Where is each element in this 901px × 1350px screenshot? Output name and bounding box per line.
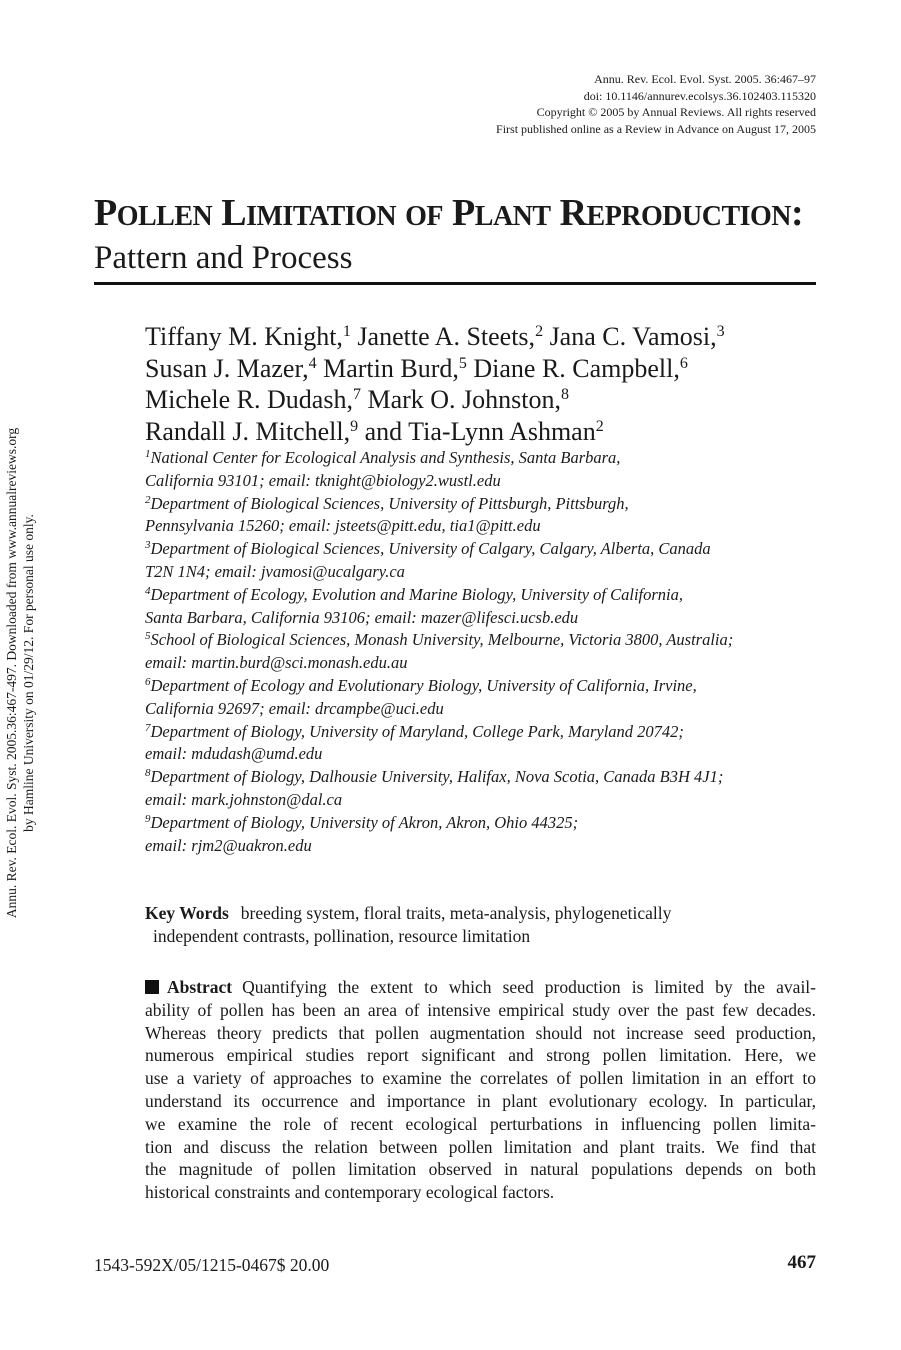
affiliation-line: $^5$School of Biological Sciences, Monash University, Melbourne, Victoria 3800, Australia;	[145, 630, 734, 650]
author-name: Susan J. Mazer,	[145, 353, 309, 383]
affiliation-marker: 1	[342, 323, 351, 340]
abstract-line: Abstract Quantifying the extent to which seed production is limited by the avail-	[145, 976, 816, 999]
affiliation-marker: 2	[535, 323, 544, 340]
author-line	[145, 321, 825, 353]
abstract-line: ability of pollen has been an area of intensive empirical study over the past few decades.	[145, 999, 816, 1020]
affiliation-line: email: mark.johnston@dal.ca	[145, 789, 343, 809]
abstract-line: understand its occurrence and importance in plant evolutionary ecology. In particular,	[145, 1090, 816, 1111]
journal-citation-block	[496, 71, 816, 137]
keywords-text: independent contrasts, pollination, resource limitation	[153, 926, 531, 946]
square-bullet-icon	[145, 980, 159, 994]
abstract-line: we examine the role of recent ecological perturbations in influencing pollen limita-	[145, 1113, 816, 1134]
affiliation-line: $^6$Department of Ecology and Evolutionary Biology, University of California, Irvine,	[145, 675, 697, 695]
download-notice-line: by Hamline University on 01/29/12. For personal use only.	[21, 514, 36, 832]
affiliation-line: $^3$Department of Biological Sciences, University of Calgary, Calgary, Alberta, Canada	[145, 539, 711, 559]
affiliation-line: $^9$Department of Biology, University of Akron, Akron, Ohio 44325;	[145, 812, 579, 832]
download-notice-line: Annu. Rev. Ecol. Evol. Syst. 2005.36:467-497. Downloaded from www.annualreviews.org	[4, 427, 19, 919]
issn-code: 1543-592X/05/1215-0467$ 20.00	[94, 1255, 330, 1275]
keywords-text: breeding system, floral traits, meta-analysis, phylogenetically	[240, 903, 672, 923]
author-name: Diane R. Campbell,	[473, 353, 680, 383]
affiliation-line: Pennsylvania 15260; email: jsteets@pitt.edu, tia1@pitt.edu	[145, 516, 541, 536]
title-rule	[94, 282, 816, 285]
keywords-line	[145, 902, 817, 925]
keywords-section	[145, 902, 817, 948]
author-name: Randall J. Mitchell,	[145, 416, 351, 446]
author-line	[145, 384, 825, 416]
abstract-section	[145, 976, 816, 1204]
affiliation-line: email: mdudash@umd.edu	[145, 744, 323, 764]
title-word: LIMITATION	[221, 192, 397, 234]
title-word: POLLEN	[94, 192, 213, 234]
affiliation-line: email: rjm2@uakron.edu	[145, 835, 312, 855]
published-line: First published online as a Review in Advance on August 17, 2005	[496, 121, 816, 136]
affiliation-line: California 93101; email: tknight@biology2.wustl.edu	[145, 470, 501, 490]
title-word: PLANT	[452, 192, 551, 234]
abstract-label: Abstract	[167, 977, 233, 997]
abstract-line: tion and discuss the relation between pollen limitation and plant traits. We find that	[145, 1136, 816, 1157]
abstract-line: numerous empirical studies report significant and strong pollen limitation. Here, we	[145, 1045, 816, 1066]
affiliation-line: email: martin.burd@sci.monash.edu.au	[145, 653, 408, 673]
citation-line: Annu. Rev. Ecol. Evol. Syst. 2005. 36:467–97	[594, 72, 816, 86]
doi-line: doi: 10.1146/annurev.ecolsys.36.102403.115320	[583, 88, 816, 103]
copyright-line: Copyright © 2005 by Annual Reviews. All rights reserved	[536, 105, 816, 119]
affiliation-marker: 4	[308, 354, 317, 372]
abstract-line: Whereas theory predicts that pollen augmentation should not increase seed production,	[145, 1022, 816, 1043]
affiliation-line: $^8$Department of Biology, Dalhousie University, Halifax, Nova Scotia, Canada B3H 4J1;	[145, 767, 724, 787]
affiliation-line: $^7$Department of Biology, University of Maryland, College Park, Maryland 20742;	[145, 721, 684, 741]
affiliation-line: $^1$National Center for Ecological Analysis and Synthesis, Santa Barbara,	[145, 448, 621, 467]
author-name: Janette A. Steets,	[357, 322, 536, 351]
page-number: 467	[787, 1252, 816, 1273]
affiliation-line: Santa Barbara, California 93106; email: mazer@lifesci.ucsb.edu	[145, 607, 579, 627]
affiliation-marker: 3	[716, 323, 725, 340]
affiliation-line: T2N 1N4; email: jvamosi@ucalgary.ca	[145, 561, 405, 581]
author-line	[145, 416, 825, 448]
affiliation-line: $^4$Department of Ecology, Evolution and Marine Biology, University of California,	[145, 584, 684, 604]
affiliation-marker: 2	[595, 417, 604, 435]
author-line	[145, 353, 825, 385]
affiliation-list	[145, 447, 835, 857]
affiliation-line: $^2$Department of Biological Sciences, University of Pittsburgh, Pittsburgh,	[145, 493, 629, 513]
paper-title	[94, 190, 816, 240]
abstract-line: use a variety of approaches to examine the correlates of pollen limitation in an effort to	[145, 1068, 816, 1089]
author-name: and Tia-Lynn Ashman	[364, 416, 596, 446]
keywords-line	[145, 925, 817, 948]
abstract-line: the magnitude of pollen limitation observed in natural populations depends on both	[145, 1159, 816, 1180]
author-name: Martin Burd,	[323, 353, 459, 383]
author-name: Tiffany M. Knight,	[145, 322, 343, 351]
title-word: REPRODUCTION:	[559, 192, 804, 234]
affiliation-marker: 5	[458, 354, 467, 372]
affiliation-marker: 6	[679, 354, 688, 372]
paper-subtitle: Pattern and Process	[94, 240, 353, 276]
abstract-line: historical constraints and contemporary ecological factors.	[145, 1182, 555, 1203]
affiliation-marker: 9	[350, 417, 359, 435]
affiliation-marker: 7	[352, 386, 361, 403]
author-name: Jana C. Vamosi,	[549, 322, 717, 351]
keywords-label: Key Words	[145, 903, 229, 923]
affiliation-line: California 92697; email: drcampbe@uci.edu	[145, 698, 444, 718]
download-notice	[3, 363, 47, 983]
author-name: Mark O. Johnston,	[367, 385, 562, 414]
affiliation-marker: 8	[561, 386, 570, 403]
author-name: Michele R. Dudash,	[145, 385, 353, 414]
author-list	[145, 321, 825, 447]
title-word: OF	[405, 201, 444, 232]
